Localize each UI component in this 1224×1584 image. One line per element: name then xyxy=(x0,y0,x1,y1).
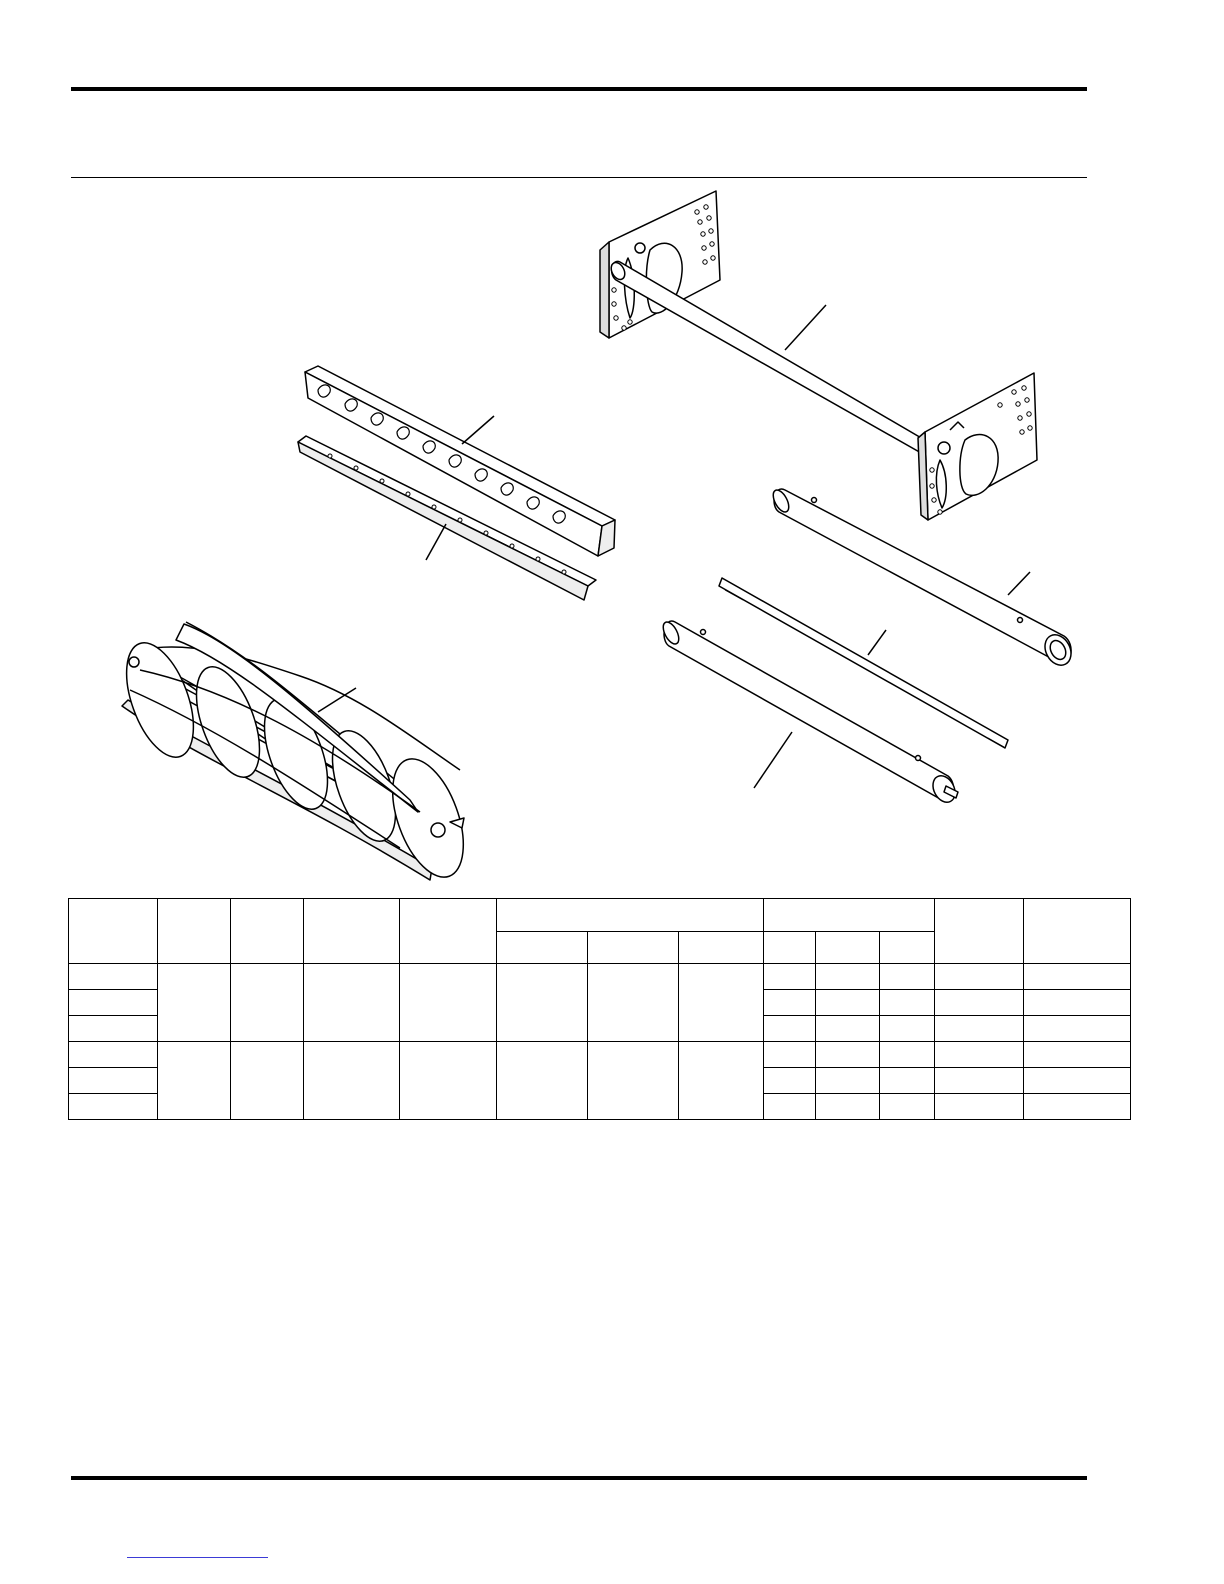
table-cell xyxy=(1024,1094,1131,1120)
column-header xyxy=(1024,899,1131,964)
table-cell xyxy=(1024,1016,1131,1042)
table-cell xyxy=(158,1042,231,1120)
column-header xyxy=(679,931,764,964)
table-cell xyxy=(231,964,304,1042)
table-cell xyxy=(304,1042,400,1120)
column-header xyxy=(69,899,158,964)
table-cell xyxy=(588,1042,679,1120)
table-cell xyxy=(764,1016,816,1042)
callout-leader-side-plate xyxy=(785,305,826,350)
table-cell xyxy=(497,964,588,1042)
table-cell xyxy=(880,1094,935,1120)
callout-leader-roller-shaft xyxy=(868,630,886,655)
callout-leader-bedknife-bar xyxy=(462,416,494,444)
table-cell xyxy=(880,1068,935,1094)
column-header xyxy=(497,931,588,964)
table-cell xyxy=(69,1068,158,1094)
table-cell xyxy=(880,964,935,990)
table-cell xyxy=(935,1094,1024,1120)
footer-link[interactable] xyxy=(127,1557,268,1558)
callout-leader-bedknife xyxy=(426,524,446,560)
table-cell xyxy=(679,964,764,1042)
table-cell xyxy=(679,1042,764,1120)
table-cell xyxy=(816,964,880,990)
table-cell xyxy=(935,1042,1024,1068)
section-rule xyxy=(71,177,1087,178)
table-cell xyxy=(1024,1042,1131,1068)
table-cell xyxy=(69,990,158,1016)
table-cell xyxy=(935,990,1024,1016)
table-cell xyxy=(816,1068,880,1094)
table-header-row xyxy=(69,899,1131,932)
column-header xyxy=(935,899,1024,964)
table-cell xyxy=(764,1094,816,1120)
table-cell xyxy=(588,964,679,1042)
table-cell xyxy=(816,1094,880,1120)
side-plate-assembly xyxy=(600,191,1037,520)
table-cell xyxy=(69,964,158,990)
table-row xyxy=(69,1042,1131,1068)
table-cell xyxy=(69,1016,158,1042)
table-cell xyxy=(880,990,935,1016)
table-cell xyxy=(231,1042,304,1120)
group-header xyxy=(764,899,935,932)
spec-table xyxy=(68,898,1131,1120)
parts-illustration xyxy=(0,180,1224,890)
table-cell xyxy=(304,964,400,1042)
table-cell xyxy=(764,1068,816,1094)
column-header xyxy=(304,899,400,964)
table-cell xyxy=(69,1094,158,1120)
table-cell xyxy=(935,1016,1024,1042)
table-cell xyxy=(1024,990,1131,1016)
reel-assembly xyxy=(113,622,477,887)
column-header xyxy=(400,899,497,964)
table-row xyxy=(69,964,1131,990)
column-header xyxy=(158,899,231,964)
table-cell xyxy=(1024,1068,1131,1094)
table-cell xyxy=(816,1016,880,1042)
table-cell xyxy=(880,1016,935,1042)
table-cell xyxy=(764,990,816,1016)
table-cell xyxy=(400,964,497,1042)
column-header xyxy=(588,931,679,964)
table-cell xyxy=(1024,964,1131,990)
callout-leader-front-roller xyxy=(754,732,792,788)
table-cell xyxy=(158,964,231,1042)
table-cell xyxy=(880,1042,935,1068)
front-roller xyxy=(660,620,959,806)
table-cell xyxy=(764,964,816,990)
column-header xyxy=(764,931,816,964)
table-cell xyxy=(816,990,880,1016)
table-cell xyxy=(935,1068,1024,1094)
column-header xyxy=(880,931,935,964)
group-header xyxy=(497,899,764,932)
table-cell xyxy=(69,1042,158,1068)
column-header xyxy=(231,899,304,964)
header-rule xyxy=(71,87,1087,91)
table-cell xyxy=(497,1042,588,1120)
table-cell xyxy=(764,1042,816,1068)
footer-rule xyxy=(71,1476,1087,1480)
table-cell xyxy=(935,964,1024,990)
table-cell xyxy=(816,1042,880,1068)
table-cell xyxy=(400,1042,497,1120)
column-header xyxy=(816,931,880,964)
callout-leader-rear-roller xyxy=(1008,572,1030,595)
